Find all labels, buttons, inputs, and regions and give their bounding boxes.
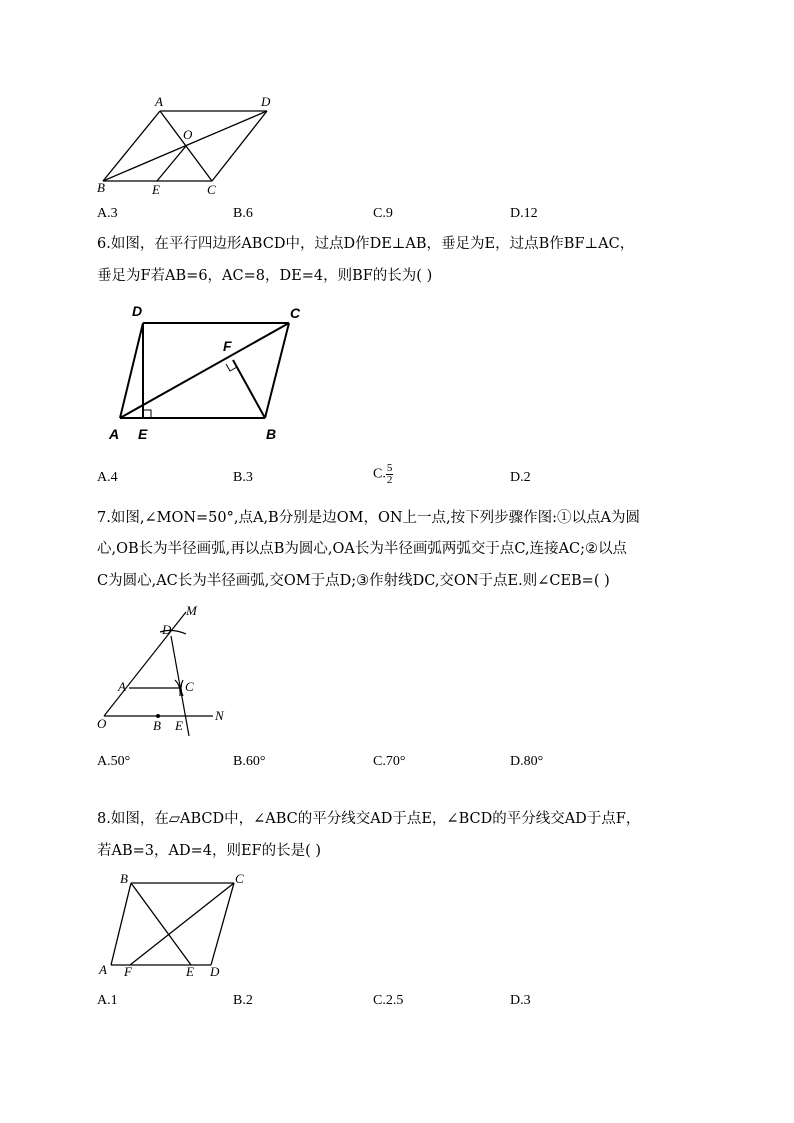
q7-label-n: N <box>215 708 224 723</box>
q5-option-c[interactable]: C.9 <box>373 206 393 221</box>
q7-label-d: D <box>162 622 172 637</box>
q7-label-b: B <box>153 718 161 733</box>
q6-text-line2: 垂足为F若AB=6，AC=8，DE=4，则BF的长为( ) <box>97 268 433 284</box>
q7-option-c[interactable]: C.70° <box>373 754 406 769</box>
q5-label-a: A <box>155 94 163 109</box>
q5-label-b: B <box>97 180 105 195</box>
q7-option-d[interactable]: D.80° <box>510 754 544 769</box>
q7-text-line2: 心,OB长为半径画弧,再以点B为圆心,OA长为半径画弧两弧交于点C,连接AC;②以点 <box>97 541 628 557</box>
q6-label-b: B <box>266 426 277 442</box>
q7-text-line1: 7.如图,∠MON=50°,点A,B分别是边OM，ON上一点,按下列步骤作图:①以点A为圆 <box>97 510 640 526</box>
q7-label-c: C <box>185 679 194 694</box>
q5-label-d: D <box>261 94 271 109</box>
q6-option-b[interactable]: B.3 <box>233 470 253 485</box>
q5-label-c: C <box>207 182 216 197</box>
q5-option-a[interactable]: A.3 <box>97 206 118 221</box>
q8-label-f: F <box>124 964 132 979</box>
q5-option-d[interactable]: D.12 <box>510 206 538 221</box>
q8-option-d[interactable]: D.3 <box>510 993 531 1008</box>
q8-option-b[interactable]: B.2 <box>233 993 253 1008</box>
q7-label-a: A <box>118 679 126 694</box>
q8-text-line2: 若AB=3，AD=4，则EF的长是( ) <box>97 843 322 859</box>
q8-label-d: D <box>210 964 220 979</box>
q7-text-line3: C为圆心,AC长为半径画弧,交OM于点D;③作射线DC,交ON于点E.则∠CEB=( ) <box>97 573 610 589</box>
q8-text-line1: 8.如图，在▱ABCD中，∠ABC的平分线交AD于点E，∠BCD的平分线交AD于点F， <box>97 811 641 827</box>
q6-option-c-denominator: 2 <box>386 474 393 486</box>
q7-option-a[interactable]: A.50° <box>97 754 131 769</box>
q6-label-c: C <box>290 305 301 321</box>
q7-option-b[interactable]: B.60° <box>233 754 266 769</box>
q8-option-a[interactable]: A.1 <box>97 993 118 1008</box>
q8-option-c[interactable]: C.2.5 <box>373 993 404 1008</box>
q6-label-a: A <box>109 426 120 442</box>
q6-option-c-numerator: 5 <box>386 462 393 474</box>
q8-label-b: B <box>120 871 128 886</box>
q6-label-e: E <box>138 426 148 442</box>
q8-label-e: E <box>186 964 194 979</box>
q5-label-o: O <box>183 127 193 142</box>
q8-label-a: A <box>99 962 107 977</box>
q6-option-a[interactable]: A.4 <box>97 470 118 485</box>
q6-label-d: D <box>132 303 143 319</box>
q6-option-c-prefix: C. <box>373 466 386 482</box>
q6-text-line1: 6.如图，在平行四边形ABCD中，过点D作DE⊥AB，垂足为E，过点B作BF⊥AC， <box>97 236 635 252</box>
q5-option-b[interactable]: B.6 <box>233 206 253 221</box>
q6-label-f: F <box>223 338 232 354</box>
q8-label-c: C <box>235 871 244 886</box>
q7-label-m: M <box>186 603 197 618</box>
q5-label-e: E <box>152 182 160 197</box>
q7-label-o: O <box>97 716 107 731</box>
q6-option-d[interactable]: D.2 <box>510 470 531 485</box>
q7-label-e: E <box>175 718 183 733</box>
